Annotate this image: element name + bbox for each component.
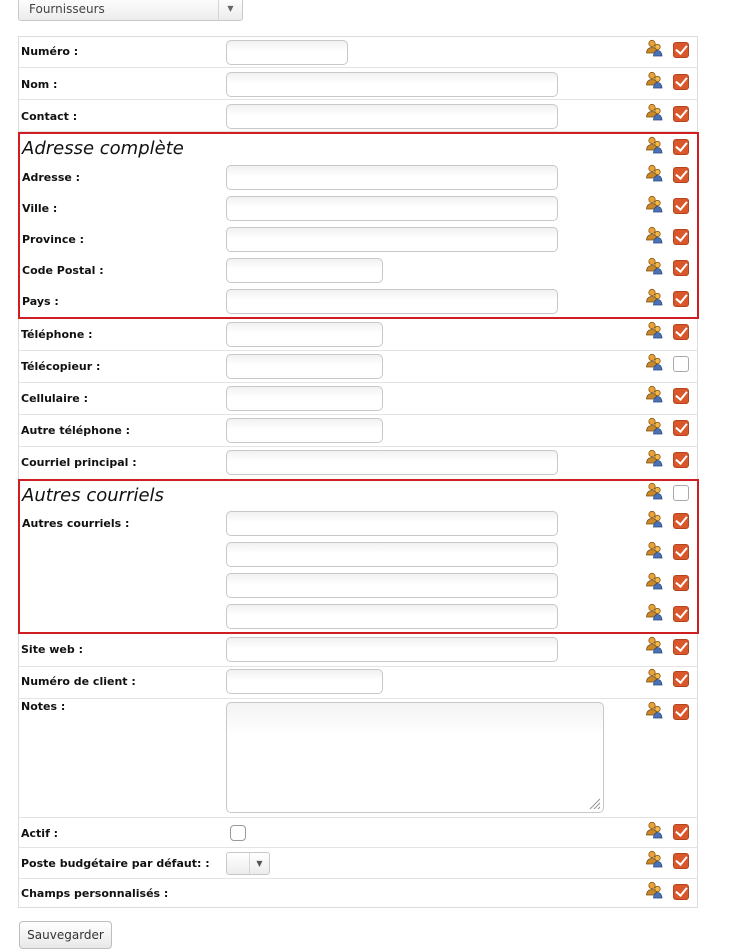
row-divider (18, 666, 698, 667)
visible-checkbox-checked[interactable] (673, 575, 689, 591)
ville-input[interactable] (226, 196, 558, 221)
visible-checkbox-checked[interactable] (673, 229, 689, 245)
users-icon[interactable] (645, 603, 663, 621)
address-section-title: Adresse complète (22, 138, 184, 159)
visible-checkbox-checked[interactable] (673, 106, 689, 122)
label-numero-client: Numéro de client : (21, 675, 136, 688)
cellulaire-input[interactable] (226, 386, 383, 411)
row-divider (18, 99, 698, 100)
save-button[interactable]: Sauvegarder (19, 921, 112, 949)
users-icon[interactable] (645, 288, 663, 306)
numero-input[interactable] (226, 40, 348, 65)
label-province: Province : (22, 233, 85, 246)
visible-checkbox-checked[interactable] (673, 420, 689, 436)
users-icon[interactable] (645, 39, 663, 57)
autre-courriel-input-1[interactable] (226, 511, 558, 536)
province-input[interactable] (226, 227, 558, 252)
visible-checkbox-checked[interactable] (673, 853, 689, 869)
label-nom: Nom : (21, 78, 58, 91)
label-cellulaire: Cellulaire : (21, 392, 88, 405)
other-emails-section-title: Autres courriels (22, 485, 164, 506)
nom-input[interactable] (226, 72, 558, 97)
courriel-principal-input[interactable] (226, 450, 558, 475)
label-poste-budgetaire: Poste budgétaire par défaut: : (21, 857, 210, 870)
telephone-input[interactable] (226, 322, 383, 347)
row-divider (18, 67, 698, 68)
label-courriel-principal: Courriel principal : (21, 456, 137, 469)
users-icon[interactable] (645, 226, 663, 244)
users-icon[interactable] (645, 353, 663, 371)
row-divider (18, 350, 698, 351)
label-adresse: Adresse : (22, 171, 81, 184)
autre-courriel-input-3[interactable] (226, 573, 558, 598)
contact-input[interactable] (226, 104, 558, 129)
users-icon[interactable] (645, 850, 663, 868)
row-divider (18, 382, 698, 383)
autre-courriel-input-2[interactable] (226, 542, 558, 567)
visible-checkbox-checked[interactable] (673, 606, 689, 622)
label-telecopieur: Télécopieur : (21, 360, 101, 373)
users-icon[interactable] (645, 572, 663, 590)
row-divider (18, 698, 698, 699)
row-divider (18, 446, 698, 447)
visible-checkbox-checked[interactable] (673, 671, 689, 687)
chevron-down-icon: ▼ (249, 853, 269, 874)
visible-checkbox-checked[interactable] (673, 388, 689, 404)
visible-checkbox-checked[interactable] (673, 704, 689, 720)
users-icon[interactable] (645, 103, 663, 121)
users-icon[interactable] (645, 417, 663, 435)
label-autre-telephone: Autre téléphone : (21, 424, 131, 437)
label-code-postal: Code Postal : (22, 264, 104, 277)
numero-client-input[interactable] (226, 669, 383, 694)
pays-input[interactable] (226, 289, 558, 314)
visible-checkbox-checked[interactable] (673, 513, 689, 529)
users-icon[interactable] (645, 482, 663, 500)
users-icon[interactable] (645, 668, 663, 686)
autre-telephone-input[interactable] (226, 418, 383, 443)
poste-budgetaire-select[interactable] (226, 852, 270, 875)
users-icon[interactable] (645, 257, 663, 275)
visible-checkbox-checked[interactable] (673, 324, 689, 340)
users-icon[interactable] (645, 136, 663, 154)
visible-checkbox-checked[interactable] (673, 139, 689, 155)
label-notes: Notes : (21, 700, 66, 713)
autre-courriel-input-4[interactable] (226, 604, 558, 629)
visible-checkbox-checked[interactable] (673, 260, 689, 276)
users-icon[interactable] (645, 385, 663, 403)
visible-checkbox-unchecked[interactable] (673, 356, 689, 372)
row-divider (18, 414, 698, 415)
visible-checkbox-checked[interactable] (673, 884, 689, 900)
users-icon[interactable] (645, 321, 663, 339)
visible-checkbox-checked[interactable] (673, 824, 689, 840)
label-telephone: Téléphone : (21, 328, 93, 341)
users-icon[interactable] (645, 701, 663, 719)
visible-checkbox-checked[interactable] (673, 198, 689, 214)
visible-checkbox-checked[interactable] (673, 639, 689, 655)
label-champs-personnalises: Champs personnalisés : (21, 887, 169, 900)
users-icon[interactable] (645, 821, 663, 839)
resize-grip-icon[interactable] (588, 797, 600, 809)
label-autres-courriels: Autres courriels : (22, 517, 130, 530)
users-icon[interactable] (645, 195, 663, 213)
code-postal-input[interactable] (226, 258, 383, 283)
actif-checkbox[interactable] (230, 825, 246, 841)
label-pays: Pays : (22, 295, 59, 308)
users-icon[interactable] (645, 541, 663, 559)
row-divider (18, 817, 698, 818)
visible-checkbox-checked[interactable] (673, 291, 689, 307)
label-ville: Ville : (22, 202, 58, 215)
row-divider (18, 878, 698, 879)
users-icon[interactable] (645, 636, 663, 654)
visible-checkbox-checked[interactable] (673, 544, 689, 560)
row-divider (18, 847, 698, 848)
visible-checkbox-unchecked[interactable] (673, 485, 689, 501)
visible-checkbox-checked[interactable] (673, 74, 689, 90)
module-select[interactable] (18, 0, 243, 21)
label-contact: Contact : (21, 110, 78, 123)
label-actif: Actif : (21, 827, 59, 840)
users-icon[interactable] (645, 164, 663, 182)
chevron-down-icon: ▼ (218, 0, 242, 20)
label-numero: Numéro : (21, 45, 79, 58)
adresse-input[interactable] (226, 165, 558, 190)
module-select-value: Fournisseurs (29, 2, 105, 16)
users-icon[interactable] (645, 881, 663, 899)
users-icon[interactable] (645, 71, 663, 89)
notes-textarea[interactable] (226, 702, 604, 813)
visible-checkbox-checked[interactable] (673, 167, 689, 183)
visible-checkbox-checked[interactable] (673, 452, 689, 468)
visible-checkbox-checked[interactable] (673, 42, 689, 58)
site-web-input[interactable] (226, 637, 558, 662)
label-site-web: Site web : (21, 643, 83, 656)
telecopieur-input[interactable] (226, 354, 383, 379)
users-icon[interactable] (645, 510, 663, 528)
users-icon[interactable] (645, 449, 663, 467)
